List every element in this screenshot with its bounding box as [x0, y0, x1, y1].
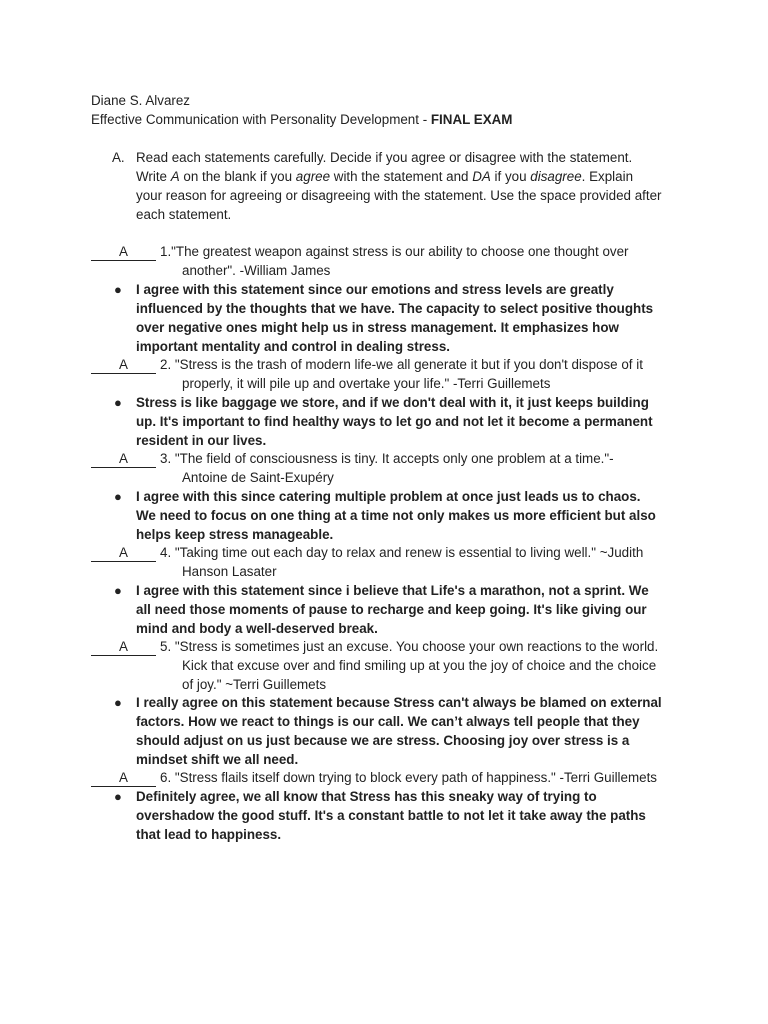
statement-4-line-1: 4. "Taking time out each day to relax and renew is essential to living well." ~Judith: [160, 545, 644, 560]
response-6-line-1: Definitely agree, we all know that Stress has this sneaky way of trying to: [136, 789, 597, 804]
response-5-line-1: I really agree on this statement because Stress can't always be blamed on external: [136, 695, 662, 710]
response-3-line-1: I agree with this since catering multiple problem at once just leads us to chaos.: [136, 489, 641, 504]
instruction-text: your reason for agreeing or disagreeing with the statement. Use the space provided after: [136, 188, 662, 203]
answer-blank-3[interactable]: [91, 449, 156, 468]
statement-1-line-2: another". -William James: [182, 263, 331, 278]
response-1-line-4: important mentality and control in dealing stress.: [136, 339, 450, 354]
instruction-emphasis-disagree: disagree: [530, 169, 582, 184]
statement-2-line-2: properly, it will pile up and overtake your life." -Terri Guillemets: [182, 376, 551, 391]
response-4-line-2: all need those moments of pause to recharge and keep going. It's like giving our: [136, 602, 647, 617]
answer-value: A: [119, 770, 128, 785]
instruction-line-2: [136, 167, 696, 186]
instruction-line-4: [136, 205, 696, 224]
course-title: [91, 110, 512, 129]
response-6-line-2: overshadow the good stuff. It's a constant battle to not let it take away the paths: [136, 808, 646, 823]
response-5-line-3: should adjust on us just because we are stress. Choosing joy over stress is a: [136, 733, 630, 748]
instructions: [136, 148, 696, 224]
statement-3-line-2: Antoine de Saint-Exupéry: [182, 470, 334, 485]
bullet-icon: ●: [114, 789, 122, 804]
answer-blank-1[interactable]: [91, 242, 156, 261]
statement-4-line-2: Hanson Lasater: [182, 564, 277, 579]
bullet-icon: ●: [114, 395, 122, 410]
instruction-text: Read each statements carefully. Decide if you agree or disagree with the statement.: [136, 150, 633, 165]
statement-5-line-1: 5. "Stress is sometimes just an excuse. You choose your own reactions to the world.: [160, 639, 659, 654]
answer-blank-4[interactable]: [91, 543, 156, 562]
bullet-icon: ●: [114, 489, 122, 504]
instruction-emphasis-agree: agree: [295, 169, 331, 184]
answer-value: A: [119, 357, 128, 372]
answer-value: A: [119, 451, 128, 466]
response-1-line-1: I agree with this statement since our emotions and stress levels are greatly: [136, 282, 614, 297]
instruction-emphasis-da: DA: [472, 169, 491, 184]
instruction-text: each statement.: [136, 207, 232, 222]
exam-label: FINAL EXAM: [430, 112, 513, 127]
course-title-prefix: Effective Communication with Personality Development -: [91, 112, 431, 127]
response-5-line-2: factors. How we react to things is our call. We can’t always tell people that they: [136, 714, 640, 729]
instruction-text: . Explain: [581, 169, 634, 184]
answer-blank-2[interactable]: [91, 355, 156, 374]
response-4-line-1: I agree with this statement since i believe that Life's a marathon, not a sprint. We: [136, 583, 649, 598]
response-1-line-3: over negative ones might help us in stress management. It emphasizes how: [136, 320, 619, 335]
statement-3-line-1: 3. "The field of consciousness is tiny. It accepts only one problem at a time."-: [160, 451, 614, 466]
statement-5-line-2: Kick that excuse over and find smiling up at you the joy of choice and the choice: [182, 658, 657, 673]
statement-6-line-1: 6. "Stress flails itself down trying to block every path of happiness." -Terri Guillemets: [160, 770, 657, 785]
bullet-icon: ●: [114, 583, 122, 598]
answer-blank-5[interactable]: [91, 637, 156, 656]
instruction-text: on the blank if you: [179, 169, 296, 184]
answer-value: A: [119, 244, 128, 259]
statement-5-line-3: of joy." ~Terri Guillemets: [182, 677, 327, 692]
statement-1-line-1: 1."The greatest weapon against stress is our ability to choose one thought over: [160, 244, 629, 259]
response-4-line-3: mind and body a well-deserved break.: [136, 621, 378, 636]
instruction-line-1: [136, 148, 696, 167]
instruction-text: with the statement and: [330, 169, 473, 184]
answer-value: A: [119, 545, 128, 560]
answer-value: A: [119, 639, 128, 654]
response-2-line-3: resident in our lives.: [136, 433, 267, 448]
response-3-line-2: We need to focus on one thing at a time not only makes us more efficient but also: [136, 508, 656, 523]
response-6-line-3: that lead to happiness.: [136, 827, 282, 842]
bullet-icon: ●: [114, 695, 122, 710]
instruction-text: Write: [136, 169, 171, 184]
student-name: Diane S. Alvarez: [91, 93, 190, 108]
response-1-line-2: influenced by the thoughts that we have. The capacity to select positive thoughts: [136, 301, 654, 316]
response-3-line-3: helps keep stress manageable.: [136, 527, 334, 542]
instruction-text: if you: [490, 169, 531, 184]
response-2-line-1: Stress is like baggage we store, and if we don't deal with it, it just keeps building: [136, 395, 649, 410]
bullet-icon: ●: [114, 282, 122, 297]
response-5-line-4: mindset shift we all need.: [136, 752, 299, 767]
answer-blank-6[interactable]: [91, 768, 156, 787]
statement-2-line-1: 2. "Stress is the trash of modern life-we all generate it but if you don't dispose of it: [160, 357, 643, 372]
instruction-marker: A.: [112, 150, 125, 165]
response-2-line-2: up. It's important to find healthy ways to let go and not let it become a permanent: [136, 414, 653, 429]
instruction-emphasis-a: A: [170, 169, 180, 184]
instruction-line-3: [136, 186, 696, 205]
